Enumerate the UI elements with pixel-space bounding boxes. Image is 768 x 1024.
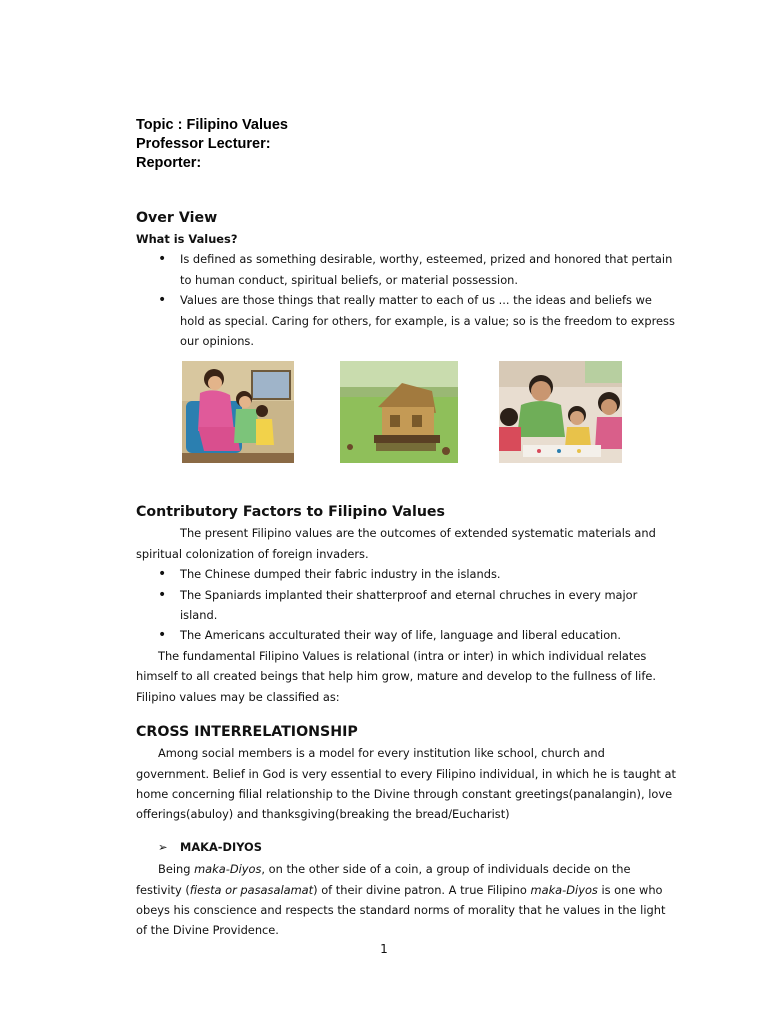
factor-bullet-2: • The Spaniards implanted their shatterproof and eternal chruches in every major island. [136, 585, 676, 626]
cross-heading: CROSS INTERRELATIONSHIP [136, 724, 358, 741]
overview-question: What is Values? [136, 232, 238, 246]
cross-paragraph: Among social members is a model for every institution like school, church and government. Belief in God is very essential to every Filipino individual, in which he is taught at home concerning filial relationship to the Divine through constant greetings(panalangin), love offerings(abuloy) and thanksgiving(breaking the bread/Eucharist) [136, 746, 676, 822]
factor-bullet-1: • The Chinese dumped their fabric industry in the islands. [136, 564, 676, 584]
overview-bullet-2: • Values are those things that really matter to each of us ... the ideas and beliefs we hold as special. Caring for others, for example, is a value; so is the freedom to express our opinions. [136, 290, 676, 351]
arrow-bullet-icon: ➢ [158, 839, 168, 854]
makadiyos-label: MAKA-DIYOS [180, 839, 262, 854]
page-number: 1 [380, 942, 388, 956]
factors-intro: The present Filipino values are the outcomes of extended systematic materials and spiritual colonization of foreign invaders. [136, 526, 656, 561]
overview-bullets [136, 249, 676, 351]
document-body [136, 207, 676, 941]
professor-line: Professor Lecturer: [136, 136, 271, 152]
makadiyos-heading [136, 837, 676, 857]
reporter-line: Reporter: [136, 155, 202, 171]
overview-heading: Over View [136, 210, 218, 226]
factor-bullet-3: • The Americans acculturated their way of life, language and liberal education. [136, 625, 676, 645]
makadiyos-paragraph: Being maka-Diyos, on the other side of a coin, a group of individuals decide on the festivity (fiesta or pasasalamat) of their divine patron. A true Filipino maka-Diyos is one who obeys his conscience and respects the standard norms of morality that he values in the light of the Divine Providence. [136, 862, 666, 938]
topic-line: Topic : Filipino Values [136, 117, 288, 133]
family-illustration [499, 361, 622, 463]
illustration-row [136, 351, 676, 501]
factors-heading: Contributory Factors to Filipino Values [136, 504, 445, 521]
factors-conclusion: The fundamental Filipino Values is relational (intra or inter) in which individual relates himself to all created beings that help him grow, mature and develop to the fullness of life. Filipino values may be classified as: [136, 648, 656, 704]
bayanihan-illustration [340, 361, 458, 463]
factors-bullets [136, 564, 676, 646]
mother-children-illustration [182, 361, 294, 463]
document-header [136, 116, 288, 173]
overview-bullet-1: • Is defined as something desirable, worthy, esteemed, prized and honored that pertain to human conduct, spiritual beliefs, or material possession. [136, 249, 676, 290]
